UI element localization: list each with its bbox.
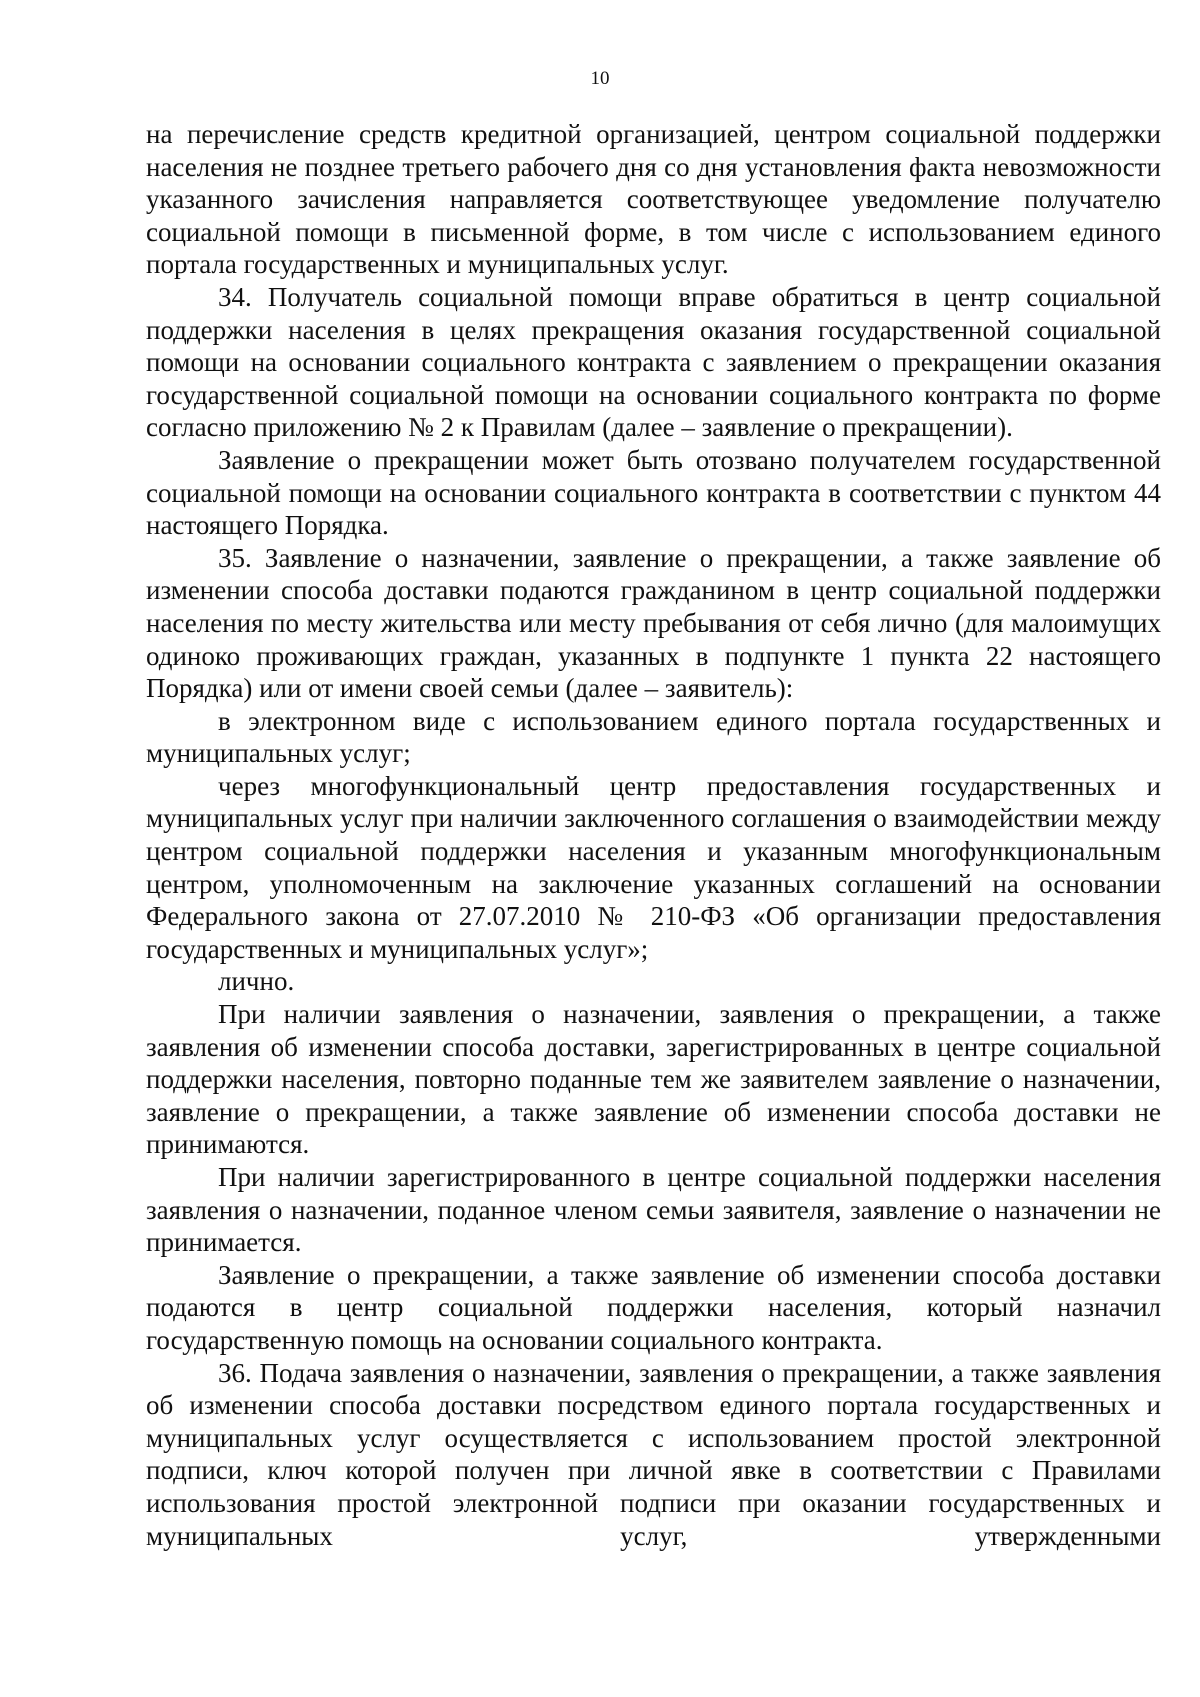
paragraph-mfc: через многофункциональный центр предоставления государственных и муниципальных услуг при наличии заключенного соглашения о взаимодействии между центром социальной поддержки населения и указанным многофункциональным центром, уполномоченным на заключение указанных соглашений на основании Федерального закона от 27.07.2010 № 210-ФЗ «Об организации предоставления государственных и муниципальных услуг»; bbox=[146, 770, 1161, 964]
page-number: 10 bbox=[590, 68, 610, 89]
paragraph-clause-36: 36. Подача заявления о назначении, заявления о прекращении, а также заявления об изменении способа доставки посредством единого портала государственных и муниципальных услуг осуществляется с использованием простой электронной подписи, ключ которой получен при личной явке в соответствии с Правилами использования простой электронной подписи при оказании государственных и муниципальных услуг, утвержденными bbox=[146, 1357, 1161, 1551]
paragraph-family-member: При наличии зарегистрированного в центре социальной поддержки населения заявления о назначении, поданное членом семьи заявителя, заявление о назначении не принимается. bbox=[146, 1162, 1161, 1258]
paragraph-clause-34: 34. Получатель социальной помощи вправе обратиться в центр социальной поддержки населения в целях прекращения оказания государственной социальной помощи на основании социального контракта с заявлением о прекращении оказания государственной социальной помощи на основании социального контракта по форме согласно приложению № 2 к Правилам (далее – заявление о прекращении). bbox=[146, 281, 1161, 443]
document-body bbox=[146, 118, 1161, 1552]
paragraph-in-person: лично. bbox=[218, 966, 295, 997]
paragraph-continuation: на перечисление средств кредитной организацией, центром социальной поддержки населения не позднее третьего рабочего дня со дня установления факта невозможности указанного зачисления направляется соответствующее уведомление получателю социальной помощи в письменной форме, в том числе с использованием единого портала государственных и муниципальных услуг. bbox=[146, 119, 1161, 280]
paragraph-withdrawal: Заявление о прекращении может быть отозвано получателем государственной социальной помощи на основании социального контракта в соответствии с пунктом 44 настоящего Порядка. bbox=[146, 444, 1161, 541]
paragraph-termination-submission: Заявление о прекращении, а также заявление об изменении способа доставки подаются в центр социальной поддержки населения, который назначил государственную помощь на основании социального контракта. bbox=[146, 1259, 1161, 1355]
paragraph-electronic: в электронном виде с использованием единого портала государственных и муниципальных услуг; bbox=[146, 705, 1161, 769]
paragraph-duplicate-applications: При наличии заявления о назначении, заявления о прекращении, а также заявления об изменении способа доставки, зарегистрированных в центре социальной поддержки населения, повторно поданные тем же заявителем заявление о назначении, заявление о прекращении, а также заявление об изменении способа доставки не принимаются. bbox=[146, 999, 1161, 1160]
paragraph-clause-35: 35. Заявление о назначении, заявление о прекращении, а также заявление об изменении способа доставки подаются гражданином в центр социальной поддержки населения по месту жительства или месту пребывания от себя лично (для малоимущих одиноко проживающих граждан, указанных в подпункте 1 пункта 22 настоящего Порядка) или от имени своей семьи (далее – заявитель): bbox=[146, 542, 1161, 704]
